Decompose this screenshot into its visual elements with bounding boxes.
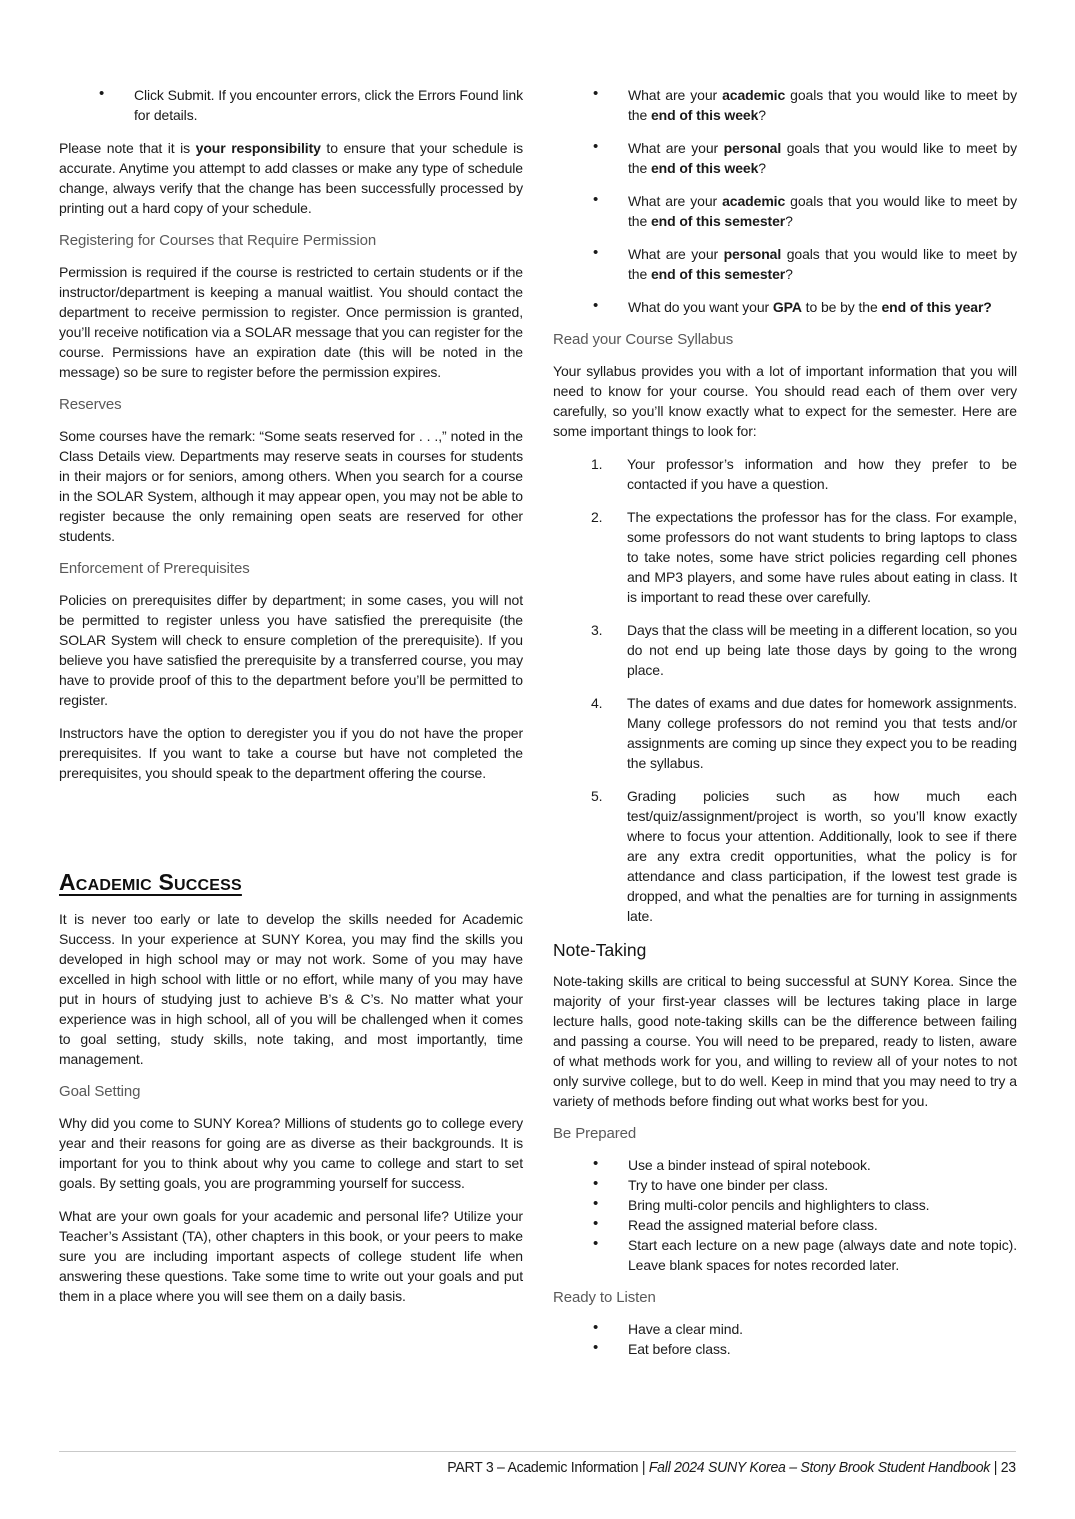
text-run-bold: end of this week: [650, 107, 759, 123]
footer-separator: |: [638, 1459, 649, 1476]
page-number: 23: [1000, 1459, 1016, 1476]
text-run: to be by the: [801, 299, 882, 315]
paragraph-academic-success-intro: It is never too early or late to develop the skills needed for Academic Success. In your experience at SUNY Korea, you may find the skills you developed in high school may or may not work. Some of you may have excelled in high school with little or no effort, while many of you may have put in hours of studying just to achieve B’s & C’s. No matter what your experience was in high school, all of you will be challenged when it comes to goal setting, study skills, note taking, and most importantly, time management.: [59, 911, 523, 1067]
numbered-item-3: [553, 620, 1017, 680]
numbered-item-4: [553, 693, 1017, 773]
footer-text: [447, 1458, 1016, 1477]
paragraph-prerequisites-2: Instructors have the option to deregister you if you do not have the proper prerequisites. If you want to take a course but have not completed the prerequisites, you should speak to the department offering the course.: [59, 725, 523, 781]
bullet-item-eat: • Eat before class.: [553, 1339, 1017, 1359]
bullet-item-goal-4: [553, 244, 1017, 284]
right-column: [553, 85, 1017, 1372]
page-content: [59, 85, 1016, 1372]
text-run: ?: [758, 160, 766, 176]
paragraph-note-taking: Note-taking skills are critical to being successful at SUNY Korea. Since the majority of your first-year classes will be lectures taking place in large lecture halls, good note-taking skills can be the difference between failing and passing a course. You will need to be prepared, ready to listen, aware of what methods work for you, and willing to review all of your notes to not only survive college, but to do well. Keep in mind that you may need to try a variety of methods before finding out what works best for you.: [553, 973, 1017, 1109]
paragraph-reserves: Some courses have the remark: “Some seats reserved for . . .,” noted in the Class Details view. Departments may reserve seats in courses for students in their majors or for seniors, among others. When you search for a course in the SOLAR System, although it may appear open, you may not be able to register because the only remaining open seats are reserved for other students.: [59, 428, 523, 544]
section-heading-be-prepared: Be Prepared: [553, 1125, 637, 1142]
paragraph-permission: Permission is required if the course is restricted to certain students or if the instructor/department is keeping a manual waitlist. You should contact the department to receive permission to register. Once permission is granted, you’ll receive notification via a SOLAR message that you can register for the course. Permissions have an expiration date (this will be noted in the message) so be sure to register before the permission expires.: [59, 264, 523, 380]
bullet-item-one-binder: • Try to have one binder per class.: [553, 1175, 1017, 1195]
text-run: goals that you would like to meet by the: [628, 246, 1017, 282]
bullet-item-new-page: • Start each lecture on a new page (always date and note topic). Leave blank spaces for notes recorded later.: [553, 1235, 1017, 1275]
bullet-item-goal-1: [553, 85, 1017, 125]
section-heading-reserves: Reserves: [59, 396, 122, 413]
text-run: Please note that it is: [59, 140, 196, 156]
list-number: 4.: [591, 695, 603, 711]
text-run-bold: personal: [723, 140, 782, 156]
text-run: goals that you would like to meet by the: [628, 193, 1018, 229]
list-text: The dates of exams and due dates for homework assignments. Many college professors do not remind you that tests and/or assignments are coming up since they expect you to be reading the syllabus.: [627, 695, 1017, 771]
text-run: to ensure that your schedule is accurate. Anytime you attempt to add classes or make any type of schedule change, always verify that the change has been successfully processed by printing out a hard copy of your schedule.: [59, 140, 523, 216]
section-heading-read-syllabus: Read your Course Syllabus: [553, 331, 734, 348]
text-run: What are your: [628, 193, 723, 209]
section-heading-registering-permission: Registering for Courses that Require Permission: [59, 232, 377, 249]
list-text: The expectations the professor has for the class. For example, some professors do not want students to bring laptops to class to take notes, some have strict policies regarding cell phones and MP3 players, and some have rules about eating in class. It is important to read these over carefully.: [627, 509, 1017, 605]
text-run-bold: end of this year?: [881, 299, 992, 315]
list-text: Your professor’s information and how they prefer to be contacted if you have a question.: [627, 456, 1017, 492]
numbered-item-1: [553, 454, 1017, 494]
text-run: ?: [758, 107, 766, 123]
bullet-item-binder: • Use a binder instead of spiral notebook.: [553, 1155, 1017, 1175]
text-run-bold: academic: [722, 193, 786, 209]
list-text: Grading policies such as how much each test/quiz/assignment/project is worth, so you’ll know exactly where to focus your attention. Additionally, look to see if there are any extra credit opportunities, what the policy is for attendance and class participation, if the lowest test grade is dropped, and what the penalties are for turning in assignments late.: [627, 788, 1017, 924]
left-column: [59, 85, 523, 1372]
text-run: ?: [785, 266, 793, 282]
footer-handbook-title: Fall 2024 SUNY Korea – Stony Brook Student Handbook: [648, 1459, 991, 1476]
text-run: What are your: [628, 246, 724, 262]
section-heading-note-taking: Note-Taking: [553, 940, 647, 960]
ready-to-listen-list: [553, 1319, 1017, 1359]
bullet-item-click-submit: [59, 85, 523, 125]
bullet-item-goal-5: [553, 297, 1017, 317]
text-run-bold: academic: [722, 87, 786, 103]
bullet-item-pencils: • Bring multi-color pencils and highlighters to class.: [553, 1195, 1017, 1215]
paragraph-goal-setting-1: Why did you come to SUNY Korea? Millions of students go to college every year and their reasons for going are as diverse as their backgrounds. It is important for you to think about why you came to college and start to set goals. By setting goals, you are programming yourself for success.: [59, 1115, 523, 1191]
section-heading-ready-to-listen: Ready to Listen: [553, 1289, 656, 1306]
chapter-heading-academic-success: Academic Success: [59, 869, 242, 895]
bullet-item-goal-3: [553, 191, 1017, 231]
section-heading-goal-setting: Goal Setting: [59, 1083, 141, 1100]
text-run: ?: [785, 213, 793, 229]
text-run: What are your: [628, 140, 724, 156]
list-number: 5.: [591, 788, 603, 804]
section-heading-prerequisites: Enforcement of Prerequisites: [59, 560, 250, 577]
text-run: What are your: [628, 87, 723, 103]
paragraph-prerequisites-1: Policies on prerequisites differ by department; in some cases, you will not be permitted to register unless you have satisfied the prerequisite (the SOLAR System will check to ensure completion of the prerequisite). If you believe you have satisfied the prerequisite by a transferred course, you may have to provide proof of this to the department before you’ll be permitted to register.: [59, 592, 523, 708]
footer-divider: [59, 1451, 1016, 1452]
text-run-bold: end of this semester: [650, 213, 786, 229]
numbered-item-5: [553, 786, 1017, 926]
paragraph-responsibility: [59, 138, 523, 218]
list-number: 1.: [591, 456, 603, 472]
list-text: Days that the class will be meeting in a different location, so you do not end up being late those days by going to the wrong place.: [627, 622, 1017, 678]
text-run: goals that you would like to meet by the: [628, 87, 1018, 123]
footer-separator: |: [990, 1459, 1001, 1476]
text-run-bold: personal: [723, 246, 782, 262]
text-run: goals that you would like to meet by the: [628, 140, 1017, 176]
list-number: 2.: [591, 509, 603, 525]
paragraph-syllabus: Your syllabus provides you with a lot of important information that you will need to know for your course. You should read each of them over very carefully, so you’ll know exactly what to expect for the semester. Here are some important things to look for:: [553, 363, 1017, 439]
text-run-bold: GPA: [772, 299, 802, 315]
bullet-item-read-material: • Read the assigned material before class.: [553, 1215, 1017, 1235]
text-run: What do you want your: [628, 299, 773, 315]
numbered-item-2: [553, 507, 1017, 607]
bullet-item-goal-2: [553, 138, 1017, 178]
footer-part-label: PART 3 – Academic Information: [447, 1459, 639, 1476]
text-run-bold: your responsibility: [195, 140, 321, 156]
be-prepared-list: [553, 1155, 1017, 1275]
bullet-text: Click Submit. If you encounter errors, click the Errors Found link for details.: [134, 87, 523, 123]
paragraph-goal-setting-2: What are your own goals for your academic and personal life? Utilize your Teacher’s Assistant (TA), other chapters in this book, or your peers to make sure you are including important aspects of college student life when answering these questions. Take some time to write out your goals and put them in a place where you will see them on a daily basis.: [59, 1208, 523, 1304]
bullet-item-clear-mind: • Have a clear mind.: [553, 1319, 1017, 1339]
text-run-bold: end of this week: [650, 160, 759, 176]
text-run-bold: end of this semester: [650, 266, 786, 282]
list-number: 3.: [591, 622, 603, 638]
